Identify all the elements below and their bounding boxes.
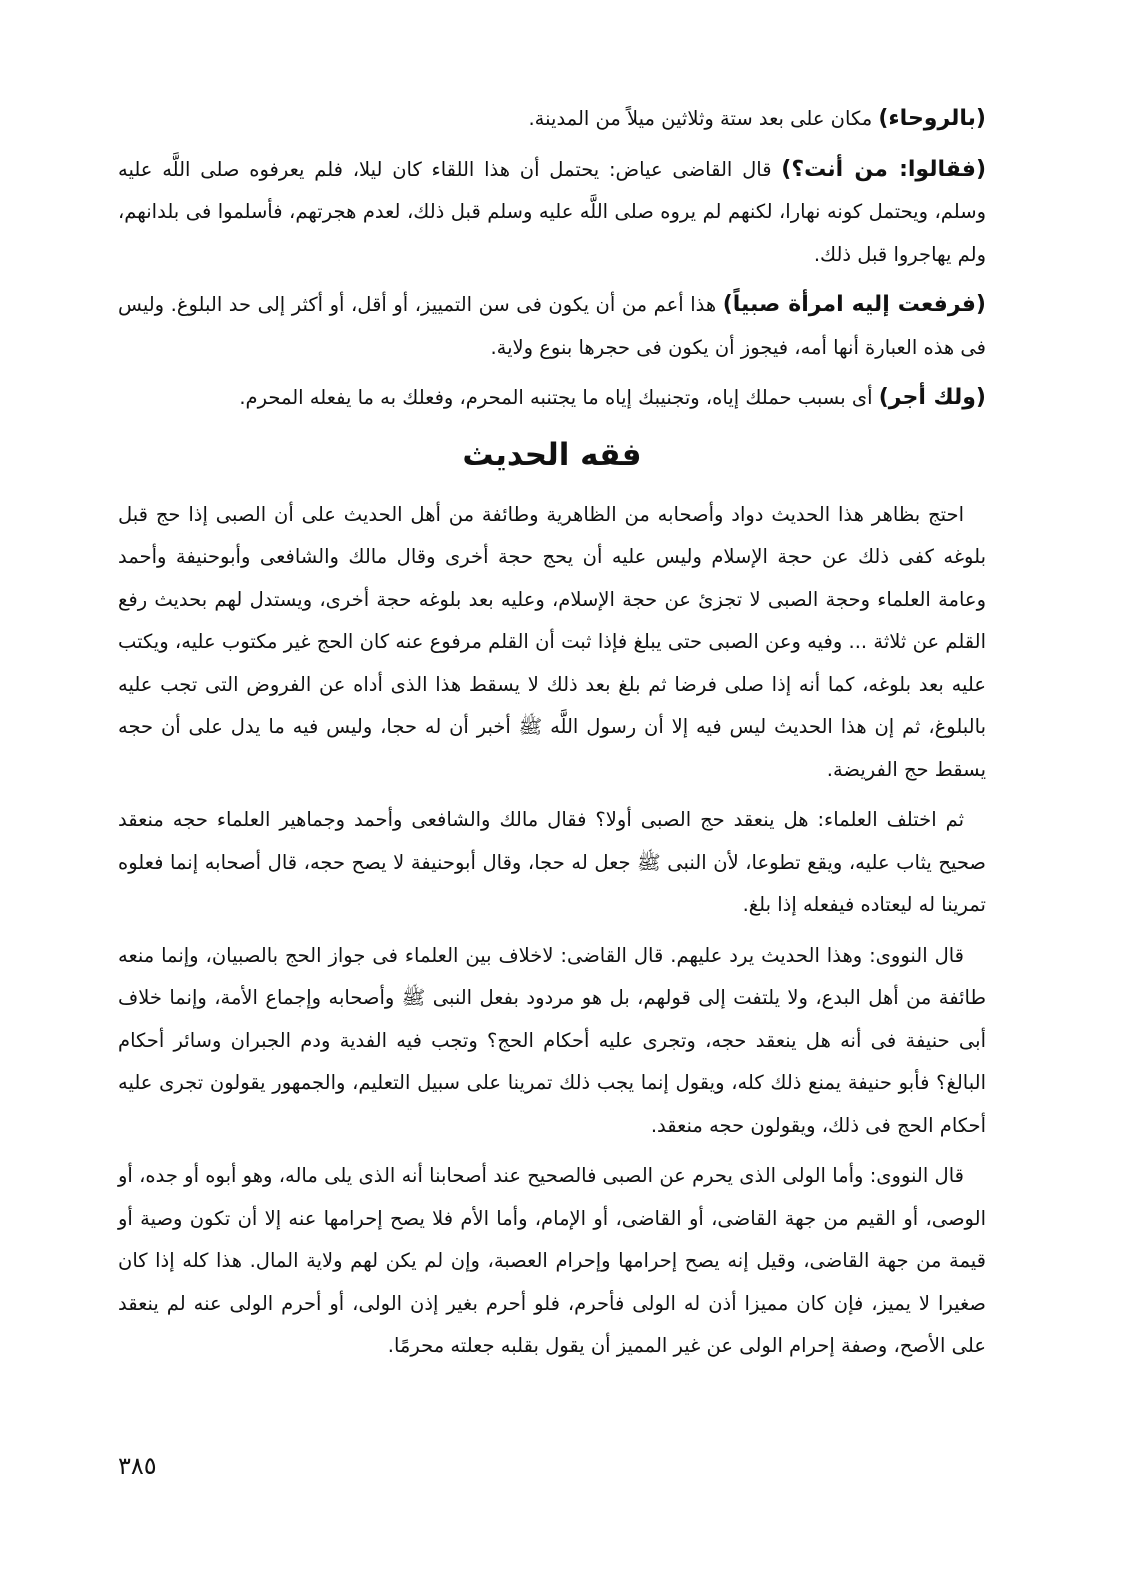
document-page xyxy=(118,98,986,1376)
gloss-text: هذا أعم من أن يكون فى سن التمييز، أو أقل، أو أكثر إلى حد البلوغ. وليس فى هذه العبارة أنها أمه، فيجوز أن يكون فى حجرها بنوع ولاية. xyxy=(118,293,986,359)
gloss-term: (فرفعت إليه امرأة صبياً) xyxy=(722,292,986,317)
gloss-term: (ولك أجر) xyxy=(878,385,986,410)
gloss-text: قال القاضى عياض: يحتمل أن هذا اللقاء كان ليلا، فلم يعرفوه صلى اللَّه عليه وسلم، ويحتمل كونه نهارا، لكنهم لم يروه صلى اللَّه عليه وسلم قبل ذلك، لعدم هجرتهم، فأسلموا فى بلدانهم، ولم يهاجروا قبل ذلك. xyxy=(118,157,986,266)
page-number: ٣٨٥ xyxy=(118,1452,157,1480)
gloss-paragraph xyxy=(118,98,986,141)
gloss-term: (فقالوا: من أنت؟) xyxy=(781,156,987,182)
gloss-text: مكان على بعد ستة وثلاثين ميلاً من المدينة. xyxy=(528,107,879,130)
body-paragraph: ثم اختلف العلماء: هل ينعقد حج الصبى أولا؟ فقال مالك والشافعى وأحمد وجماهير العلماء حجه منعقد صحيح يثاب عليه، ويقع تطوعا، لأن النبى ﷺ جعل له حجا، وقال أبوحنيفة لا يصح حجه، قال أصحابه إنما فعلوه تمرينا له ليعتاده فيفعله إذا بلغ. xyxy=(118,808,986,916)
gloss-paragraph xyxy=(118,377,986,420)
body-paragraph: قال النووى: وأما الولى الذى يحرم عن الصبى فالصحيح عند أصحابنا أنه الذى يلى ماله، وهو أبوه أو جده، أو الوصى، أو القيم من جهة القاضى، أو القاضى، أو الإمام، وأما الأم فلا يصح إحرامها عنه إلا أن تكون وصية أو قيمة من جهة القاضى، وقيل إنه يصح إحرامها وإحرام العصبة، وإن لم يكن لهم ولاية المال. هذا كله إذا كان صغيرا لا يميز، فإن كان مميزا أذن له الولى فأحرم، فلو أحرم بغير إذن الولى، أو أحرم الولى عنه لم ينعقد على الأصح، وصفة إحرام الولى عن غير المميز أن يقول بقلبه جعلته محرمًا. xyxy=(118,1164,986,1357)
section-heading: فقه الحديث xyxy=(462,436,642,473)
gloss-text: أى بسبب حملك إياه، وتجنيبك إياه ما يجتنبه المحرم، وفعلك به ما يفعله المحرم. xyxy=(239,386,879,409)
body-paragraph: قال النووى: وهذا الحديث يرد عليهم. قال القاضى: لاخلاف بين العلماء فى جواز الحج بالصبيان، وإنما منعه طائفة من أهل البدع، ولا يلتفت إلى قولهم، بل هو مردود بفعل النبى ﷺ وأصحابه وإجماع الأمة، وإنما خلاف أبى حنيفة فى أنه هل ينعقد حجه، وتجرى عليه أحكام الحج؟ وتجب فيه الفدية ودم الجبران وسائر أحكام البالغ؟ فأبو حنيفة يمنع ذلك كله، ويقول إنما يجب ذلك تمرينا على سبيل التعليم، والجمهور يقولون تجرى عليه أحكام الحج فى ذلك، ويقولون حجه منعقد. xyxy=(118,943,986,1137)
gloss-paragraph xyxy=(118,284,986,369)
gloss-term: (بالروحاء) xyxy=(878,106,986,131)
gloss-paragraph xyxy=(118,149,986,277)
body-paragraph: احتج بظاهر هذا الحديث دواد وأصحابه من الظاهرية وطائفة من أهل الحديث على أن الصبى إذا حج قبل بلوغه كفى ذلك عن حجة الإسلام وليس عليه أن يحج حجة أخرى وقال مالك والشافعى وأبوحنيفة وأحمد وعامة العلماء وحجة الصبى لا تجزئ عن حجة الإسلام، وعليه بعد بلوغه حجة أخرى، ويستدل لهم بحديث رفع القلم عن ثلاثة ... وفيه وعن الصبى حتى يبلغ فإذا ثبت أن القلم مرفوع عنه كان الحج غير مكتوب عليه، ويكتب عليه بعد بلوغه، كما أنه إذا صلى فرضا ثم بلغ بعد ذلك لا يسقط هذا الذى أداه عن الفروض التى تجب عليه بالبلوغ، ثم إن هذا الحديث ليس فيه إلا أن رسول اللَّه ﷺ أخبر أن له حجا، وليس فيه ما يدل على أن حجه يسقط حج الفريضة. xyxy=(118,502,986,781)
